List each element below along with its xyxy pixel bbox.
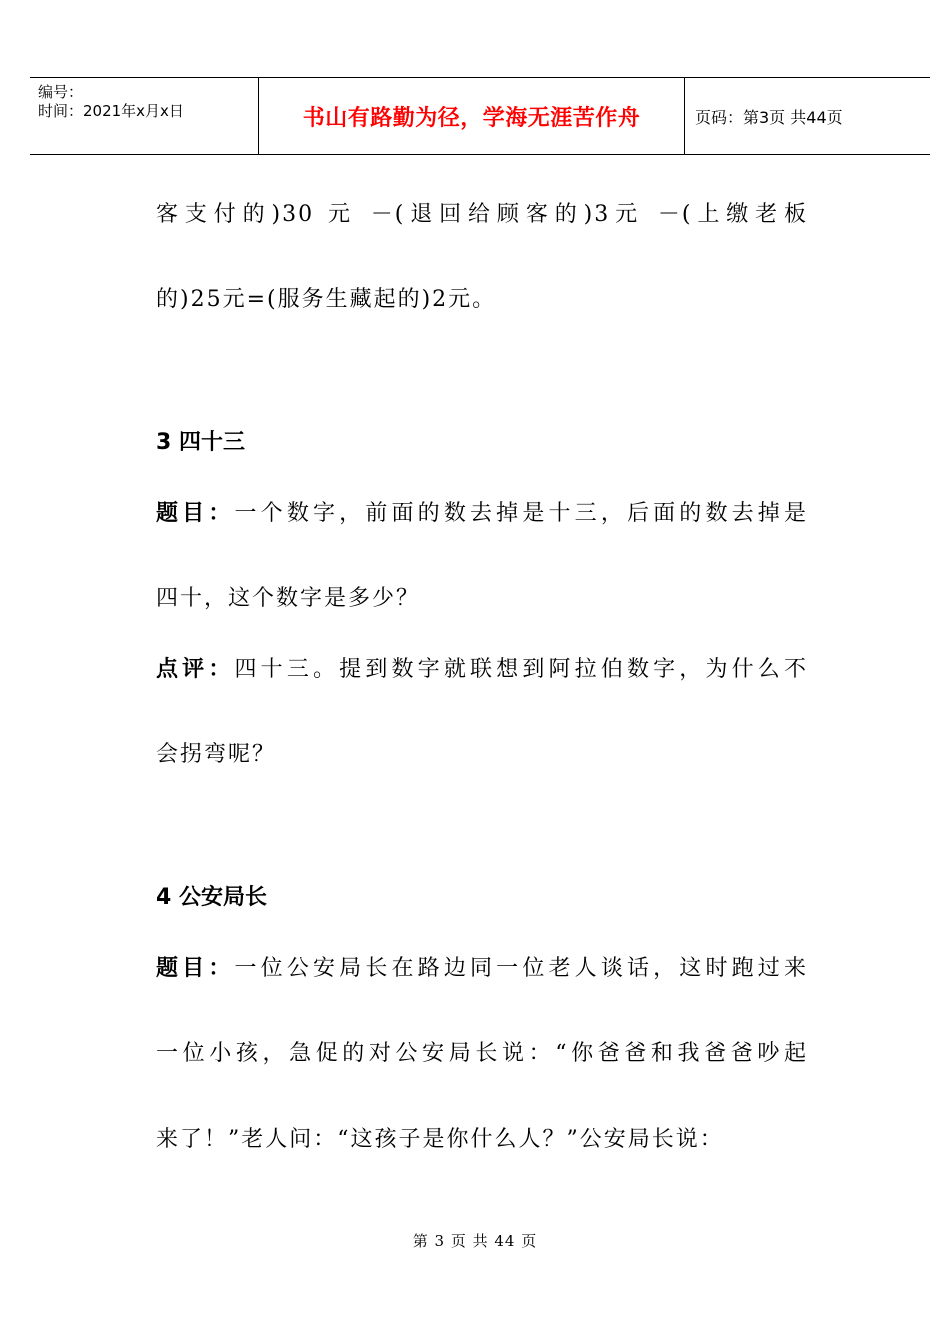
comment-line (156, 655, 808, 685)
header-meta (30, 78, 259, 154)
section-heading-3: 3 四十三 (156, 430, 245, 455)
header-motto: 书山有路勤为径，学海无涯苦作舟 (302, 105, 641, 131)
paragraph-line: 客支付的)30 元 －(退回给顾客的)3元 －(上缴老板 (156, 202, 808, 227)
doc-time-label: 时间：2021年x月x日 (38, 102, 184, 120)
question-line (156, 499, 808, 529)
question-text: 一个数字，前面的数去掉是十三，后面的数去掉是 (234, 501, 808, 526)
question-line: 一位小孩，急促的对公安局长说：“你爸爸和我爸爸吵起 (156, 1041, 808, 1066)
question-label: 题目： (156, 956, 235, 981)
question-line: 来了！”老人问：“这孩子是你什么人？”公安局长说： (156, 1127, 724, 1152)
header-page-info-cell (685, 78, 930, 154)
header-page-info: 页码：第3页 共44页 (695, 107, 843, 127)
header-motto-cell (259, 78, 685, 154)
comment-text: 四十三。提到数字就联想到阿拉伯数字，为什么不 (234, 657, 808, 682)
paragraph-line: 的)25元=(服务生藏起的)2元。 (156, 287, 497, 312)
page-footer: 第 3 页 共 44 页 (412, 1232, 538, 1250)
question-line: 四十，这个数字是多少？ (156, 586, 421, 611)
page-header (30, 77, 930, 155)
section-heading-4: 4 公安局长 (156, 885, 267, 910)
question-text: 一位公安局长在路边同一位老人谈话，这时跑过来 (234, 956, 808, 981)
comment-line: 会拐弯呢？ (156, 742, 277, 767)
question-label: 题目： (156, 501, 235, 526)
comment-label: 点评： (156, 657, 235, 682)
question-line (156, 954, 808, 984)
doc-code-label: 编号： (38, 83, 84, 101)
